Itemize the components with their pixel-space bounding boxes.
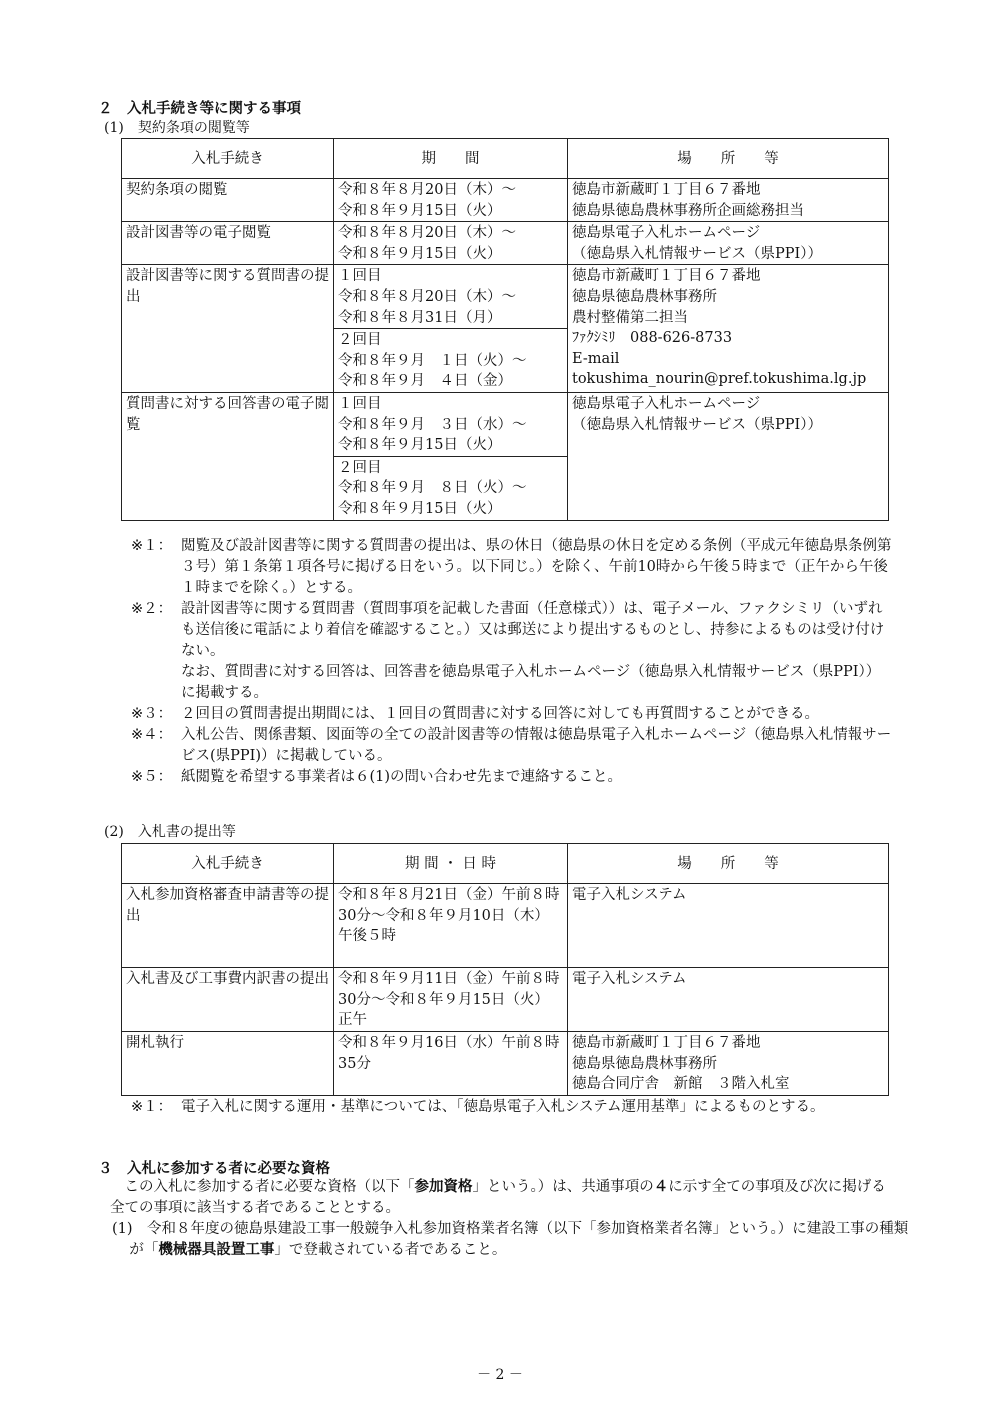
cell-period (334, 179, 568, 222)
emphasis-text: 機械器具設置工事 (158, 1242, 275, 1258)
note-key: ※４： (131, 727, 173, 743)
note-text: 紙閲覧を希望する事業者は６(1)の問い合わせ先まで連絡すること。 (181, 769, 623, 785)
bid-submission-table (121, 843, 889, 1096)
note-item (131, 599, 893, 704)
subsection-1-title: (1) 契約条項の閲覧等 (104, 120, 250, 136)
emphasis-text: 参加資格 (414, 1179, 473, 1195)
period-start: 令和８年８月20日（木）～ (338, 182, 516, 198)
place-line: 徳島市新蔵町１丁目６７番地 (572, 1035, 761, 1051)
cell-place (568, 179, 889, 222)
page-number: － 2 － (477, 1367, 523, 1383)
round-label: １回目 (338, 395, 382, 412)
section-3-heading: ３ 入札に参加する者に必要な資格 (98, 1161, 330, 1177)
note-text-continued: なお、質問書に対する回答は、回答書を徳島県電子入札ホームページ（徳島県入札情報サービス（県PPI））に掲載する。 (181, 664, 881, 701)
table-row (122, 179, 889, 222)
period-start: 令和８年９月 ３日（水）～ (338, 416, 527, 433)
period-end: 令和８年９月15日（火） (338, 500, 502, 517)
table-row (122, 968, 889, 1032)
text-run: (1) 令和８年度の徳島県建設工事一般競争入札参加資格業者名簿（以下「参加資格業者名簿」という。）に建設工事の種類が「 (112, 1221, 909, 1258)
note-text: ２回目の質問書提出期間には、１回目の質問書に対する回答に対しても再質問することができる。 (181, 706, 819, 722)
header-procedure: 入札手続き (122, 844, 334, 884)
note-item (131, 704, 893, 725)
cell-period: 令和８年８月21日（金）午前８時30分～令和８年９月10日（木）午後５時 (334, 884, 568, 968)
table2-notes (131, 1097, 893, 1118)
header-period: 期 間 (334, 139, 568, 179)
place-line: 徳島県電子入札ホームページ (572, 225, 761, 242)
cell-place (568, 1032, 889, 1096)
period-start: 令和８年８月20日（木）～ (338, 288, 516, 305)
note-item (131, 767, 893, 788)
place-line: （徳島県入札情報サービス（県PPI）） (572, 245, 822, 262)
table-row (122, 265, 889, 329)
cell-procedure: 設計図書等の電子閲覧 (122, 222, 334, 265)
table1-notes (131, 536, 893, 788)
place-line: 徳島県徳島農林事務所企画総務担当 (572, 202, 804, 219)
email-label: E-mail (572, 350, 620, 367)
cell-period-second (334, 329, 568, 393)
cell-place (568, 884, 889, 968)
period-end: 令和８年９月 ４日（金） (338, 373, 512, 390)
note-item (131, 1097, 893, 1118)
cell-procedure: 入札参加資格審査申請書等の提出 (122, 884, 334, 968)
table-row (122, 222, 889, 265)
subsection-2-title: (2) 入札書の提出等 (104, 824, 236, 840)
note-text: 閲覧及び設計図書等に関する質問書の提出は、県の休日（徳島県の休日を定める条例（平成元年徳島県条例第３号）第１条第１項各号に掲げる日をいう。以下同じ。）を除く、午前10時から午後５時まで（正午から午後１時までを除く。）とする。 (181, 538, 892, 596)
note-text: 電子入札に関する運用・基準については、「徳島県電子入札システム運用基準」によるものとする。 (181, 1099, 825, 1115)
place-line: 電子入札システム (572, 887, 687, 903)
emphasis-text: ４ (653, 1179, 669, 1195)
note-text: 設計図書等に関する質問書（質問事項を記載した書面（任意様式））は、電子メール、ファクシミリ（いずれも送信後に電話により着信を確認すること。）又は郵送により提出するものとし、持参によるものは受け付けない。 (181, 601, 885, 659)
period-end: 令和８年９月15日（火） (338, 245, 502, 262)
text-run: に示す全ての事項及び次に掲げる全ての事項に該当する者であることとする。 (110, 1179, 886, 1216)
table-header-row (122, 844, 889, 884)
cell-procedure: 設計図書等に関する質問書の提出 (122, 265, 334, 393)
period-start: 令和８年９月 ８日（火）～ (338, 480, 527, 497)
cell-procedure: 入札書及び工事費内訳書の提出 (122, 968, 334, 1032)
table-row (122, 1032, 889, 1096)
table-row (122, 884, 889, 968)
text-run: この入札に参加する者に必要な資格（以下「 (124, 1179, 415, 1195)
table-header-row (122, 139, 889, 179)
period-end: 令和８年９月15日（火） (338, 437, 502, 454)
place-line: （徳島県入札情報サービス（県PPI）） (572, 416, 822, 433)
cell-period-first (334, 265, 568, 329)
fax-number: ﾌｧｸｼﾐﾘ 088-626-8733 (572, 330, 733, 347)
header-procedure: 入札手続き (122, 139, 334, 179)
section-3-paragraph (110, 1177, 895, 1219)
cell-period (334, 222, 568, 265)
cell-procedure: 質問書に対する回答書の電子閲覧 (122, 392, 334, 520)
round-label: ２回目 (338, 332, 382, 349)
cell-place (568, 222, 889, 265)
email-address: tokushima_nourin@pref.tokushima.lg.jp (572, 371, 867, 388)
cell-procedure: 契約条項の閲覧 (122, 179, 334, 222)
note-item (131, 725, 893, 767)
cell-period: 令和８年９月11日（金）午前８時30分～令和８年９月15日（火）正午 (334, 968, 568, 1032)
period-start: 令和８年９月 １日（火）～ (338, 352, 527, 369)
cell-place (568, 392, 889, 520)
section-3-item-1 (112, 1219, 914, 1261)
text-run: 」で登載されている者であること。 (274, 1242, 507, 1258)
place-line: 徳島市新蔵町１丁目６７番地 (572, 182, 761, 198)
period-start: 令和８年８月20日（木）～ (338, 225, 516, 242)
header-place: 場 所 等 (568, 844, 889, 884)
place-line: 徳島市新蔵町１丁目６７番地 (572, 268, 761, 285)
cell-place (568, 968, 889, 1032)
place-line: 徳島合同庁舎 新館 ３階入札室 (572, 1076, 790, 1093)
place-line: 電子入札システム (572, 971, 687, 987)
note-key: ※１： (131, 1099, 173, 1115)
note-text: 入札公告、関係書類、図面等の全ての設計図書等の情報は徳島県電子入札ホームページ（徳島県入札情報サービス(県PPI)）に掲載している。 (181, 727, 892, 764)
place-line: 徳島県徳島農林事務所 (572, 288, 717, 305)
place-line: 農村整備第二担当 (572, 309, 688, 326)
header-place: 場 所 等 (568, 139, 889, 179)
period-end: 令和８年９月15日（火） (338, 202, 502, 219)
note-key: ※１： (131, 538, 173, 554)
section-2-heading: ２ 入札手続き等に関する事項 (98, 101, 301, 117)
note-key: ※２： (131, 601, 173, 617)
table-row (122, 392, 889, 456)
cell-period: 令和８年９月16日（水）午前８時35分 (334, 1032, 568, 1096)
round-label: ２回目 (338, 459, 382, 476)
place-line: 徳島県徳島農林事務所 (572, 1055, 717, 1072)
period-end: 令和８年８月31日（月） (338, 309, 502, 326)
text-run: 」という。）は、共通事項の (472, 1179, 654, 1195)
note-item (131, 536, 893, 599)
cell-place (568, 265, 889, 393)
cell-period-first (334, 392, 568, 456)
note-key: ※５： (131, 769, 173, 785)
place-line: 徳島県電子入札ホームページ (572, 395, 761, 412)
round-label: １回目 (338, 268, 382, 285)
cell-procedure: 開札執行 (122, 1032, 334, 1096)
cell-period-second (334, 456, 568, 520)
contract-viewing-table (121, 138, 889, 521)
header-period-datetime: 期 間 ・ 日 時 (334, 844, 568, 884)
note-key: ※３： (131, 706, 173, 722)
